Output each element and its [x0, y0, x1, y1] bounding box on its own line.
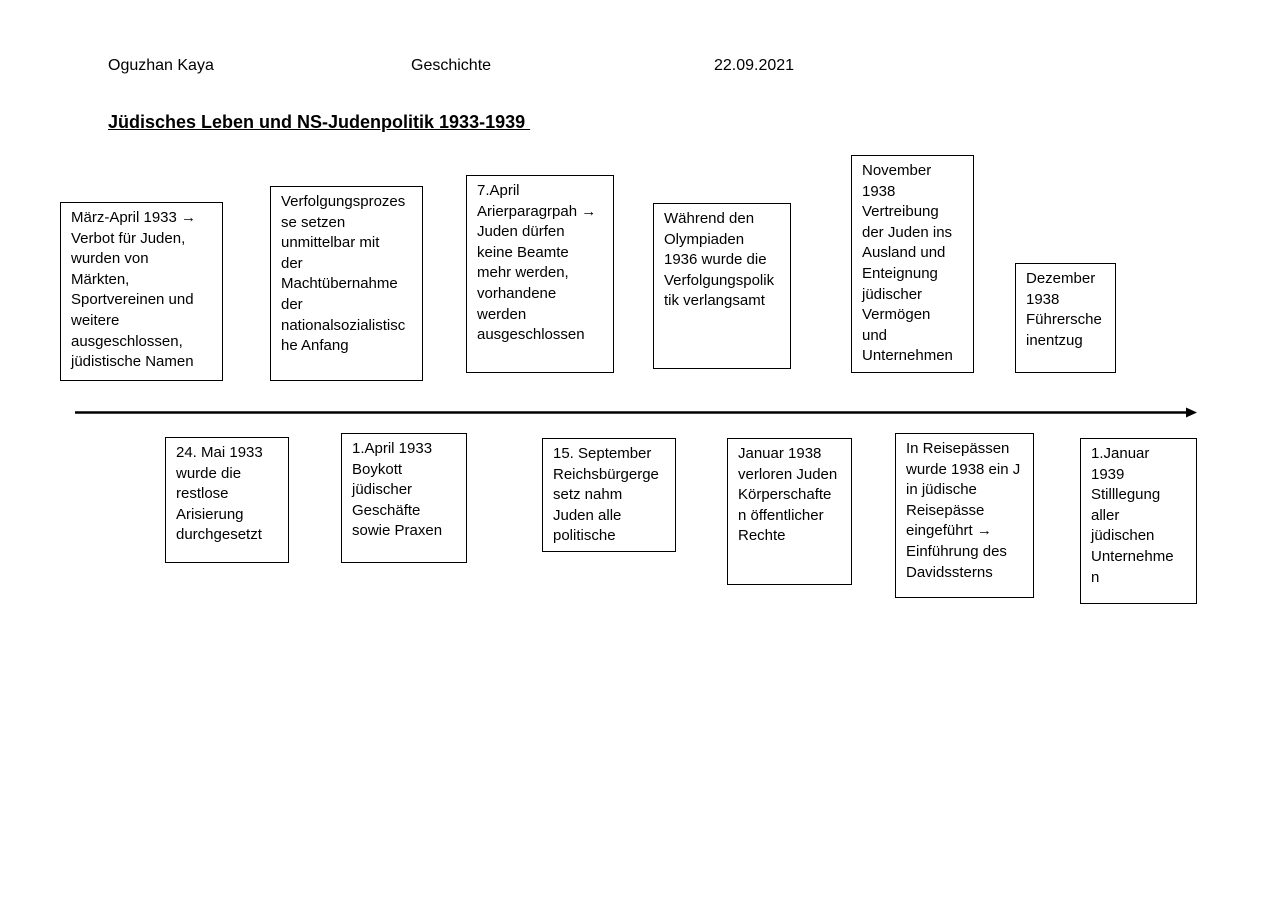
event-text: 7.April Arierparagrpah → Juden dürfen keine Beamte mehr werden, vorhandene werden ausgeschlossen — [477, 182, 597, 344]
subject-name: Geschichte — [411, 57, 492, 74]
timeline-event — [466, 175, 614, 373]
event-text: 15. September Reichsbürgerge setz nahm Juden alle politische — [553, 445, 659, 545]
event-text: 1.Januar 1939 Stilllegung aller jüdischen Unternehme n — [1091, 445, 1174, 586]
timeline-event — [270, 186, 423, 381]
event-text: In Reisepässen wurde 1938 ein J in jüdische Reisepässe eingeführt → Einführung des Davidssterns — [906, 440, 1021, 581]
timeline-event — [60, 202, 223, 381]
timeline-event — [1080, 438, 1197, 604]
timeline-event — [727, 438, 852, 585]
author-name: Oguzhan Kaya — [108, 57, 214, 74]
document-title: Jüdisches Leben und NS-Judenpolitik 1933-1939 — [108, 112, 531, 132]
timeline-event — [341, 433, 467, 563]
arrow-right-icon — [1186, 408, 1197, 418]
event-text: Dezember 1938 Führersche inentzug — [1026, 270, 1102, 349]
document-date: 22.09.2021 — [714, 57, 795, 74]
event-text: Verfolgungsprozes se setzen unmittelbar mit der Machtübernahme der nationalsozialistisc he Anfang — [281, 193, 406, 355]
timeline-event — [1015, 263, 1116, 373]
timeline-event — [165, 437, 289, 563]
event-text: März-April 1933 → Verbot für Juden, wurden von Märkten, Sportvereinen und weitere ausgeschlossen, jüdistische Namen — [71, 209, 197, 371]
timeline-event — [653, 203, 791, 369]
event-text: Januar 1938 verloren Juden Körperschafte n öffentlicher Rechte — [738, 445, 838, 545]
event-text: 1.April 1933 Boykott jüdischer Geschäfte sowie Praxen — [352, 440, 443, 540]
event-text: Während den Olympiaden 1936 wurde die Verfolgungspolik tik verlangsamt — [664, 210, 775, 310]
event-text: November 1938 Vertreibung der Juden ins Ausland und Enteignung jüdischer Vermögen und Unternehmen — [862, 162, 953, 365]
event-text: 24. Mai 1933 wurde die restlose Arisierung durchgesetzt — [176, 444, 263, 544]
timeline-event — [895, 433, 1034, 598]
timeline-event — [542, 438, 676, 552]
timeline-event — [851, 155, 974, 373]
